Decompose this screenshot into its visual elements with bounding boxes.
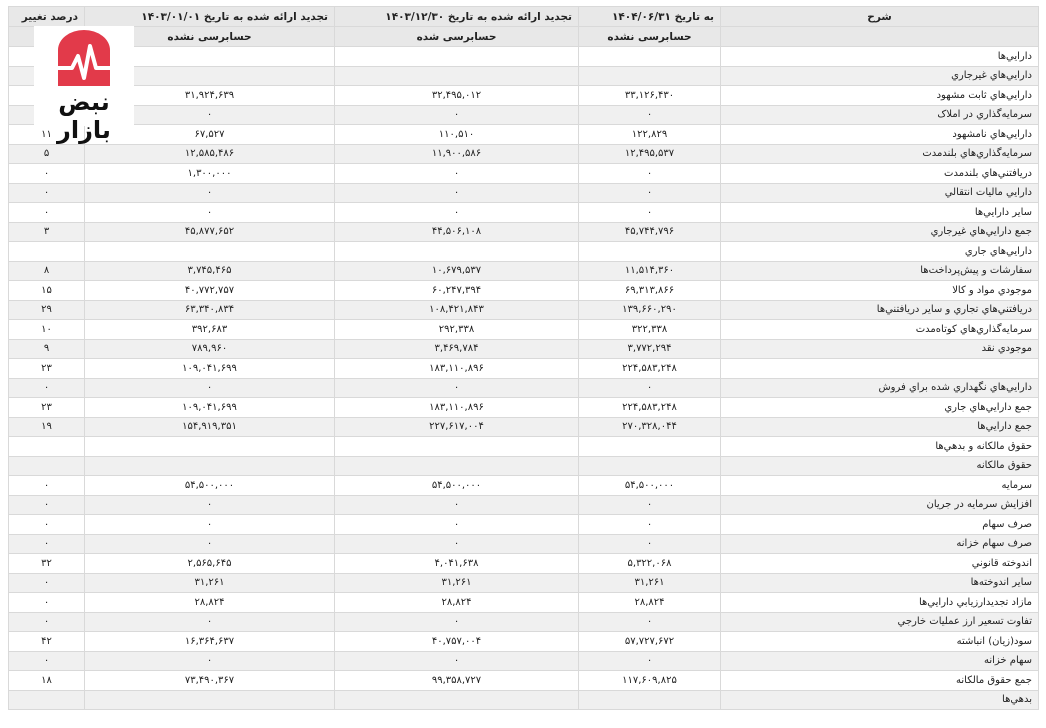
- row-value-col3: [85, 690, 335, 710]
- table-row: [9, 164, 1039, 184]
- row-value-col1: ۰: [579, 164, 721, 184]
- row-value-col3: ۰: [85, 534, 335, 554]
- row-value-col2: ۹۹,۳۵۸,۷۲۷: [335, 671, 579, 691]
- row-value-col2: ۰: [335, 515, 579, 535]
- row-label: اندوخته قانوني: [721, 554, 1039, 574]
- row-label: دارايي‌هاي غيرجاري: [721, 66, 1039, 86]
- row-value-col3: ۷۸۹,۹۶۰: [85, 339, 335, 359]
- row-value-col2: ۳۱,۲۶۱: [335, 573, 579, 593]
- row-value-col2: ۰: [335, 164, 579, 184]
- row-value-col2: [335, 66, 579, 86]
- row-value-col2: ۰: [335, 612, 579, 632]
- row-value-col2: ۴,۰۴۱,۶۳۸: [335, 554, 579, 574]
- table-row: [9, 242, 1039, 262]
- row-value-col2: ۰: [335, 105, 579, 125]
- row-label: دارايي‌هاي ثابت مشهود: [721, 86, 1039, 106]
- table-row: [9, 222, 1039, 242]
- table-row: [9, 66, 1039, 86]
- row-pct-change: [9, 456, 85, 476]
- header-col1: به تاریخ ۱۴۰۴/۰۶/۳۱: [579, 7, 721, 27]
- row-pct-change: ۱۹: [9, 417, 85, 437]
- row-label: دريافتني‌هاي تجاري و ساير دريافتني‌ها: [721, 300, 1039, 320]
- row-value-col1: ۲۲۴,۵۸۳,۲۴۸: [579, 359, 721, 379]
- table-row: [9, 495, 1039, 515]
- row-label: سرمايه‌گذاري در املاک: [721, 105, 1039, 125]
- row-pct-change: ۰: [9, 378, 85, 398]
- row-pct-change: ۲۳: [9, 359, 85, 379]
- row-value-col2: ۱۰,۶۷۹,۵۳۷: [335, 261, 579, 281]
- row-value-col1: ۰: [579, 612, 721, 632]
- table-row: [9, 651, 1039, 671]
- row-pct-change: ۳: [9, 222, 85, 242]
- table-row: [9, 690, 1039, 710]
- row-label: صرف سهام خزانه: [721, 534, 1039, 554]
- row-value-col1: ۰: [579, 105, 721, 125]
- row-label: بدهي‌ها: [721, 690, 1039, 710]
- table-row: [9, 359, 1039, 379]
- row-label: جمع دارايي‌ها: [721, 417, 1039, 437]
- row-value-col3: ۰: [85, 378, 335, 398]
- row-label: دريافتني‌هاي بلندمدت: [721, 164, 1039, 184]
- row-label: دارايي‌هاي نامشهود: [721, 125, 1039, 145]
- row-label: جمع حقوق مالکانه: [721, 671, 1039, 691]
- row-value-col1: [579, 456, 721, 476]
- row-pct-change: ۰: [9, 495, 85, 515]
- row-value-col1: ۵۴,۵۰۰,۰۰۰: [579, 476, 721, 496]
- row-value-col2: ۵۴,۵۰۰,۰۰۰: [335, 476, 579, 496]
- row-value-col2: ۲۹۲,۳۳۸: [335, 320, 579, 340]
- row-value-col2: ۲۸,۸۲۴: [335, 593, 579, 613]
- row-value-col3: ۰: [85, 495, 335, 515]
- row-value-col2: ۱۱,۹۰۰,۵۸۶: [335, 144, 579, 164]
- row-value-col3: ۱۶,۳۶۴,۶۳۷: [85, 632, 335, 652]
- row-value-col2: [335, 690, 579, 710]
- row-value-col3: ۳,۷۴۵,۴۶۵: [85, 261, 335, 281]
- row-label: دارايي ماليات انتقالي: [721, 183, 1039, 203]
- row-label: جمع دارايي‌هاي غيرجاري: [721, 222, 1039, 242]
- row-pct-change: ۹: [9, 339, 85, 359]
- row-value-col1: ۲۸,۸۲۴: [579, 593, 721, 613]
- row-pct-change: [9, 242, 85, 262]
- row-value-col1: ۵۷,۷۲۷,۶۷۲: [579, 632, 721, 652]
- row-pct-change: ۰: [9, 573, 85, 593]
- header-col2: تجدید ارائه شده به تاریخ ۱۴۰۳/۱۲/۳۰: [335, 7, 579, 27]
- row-value-col1: ۱۳۹,۶۶۰,۲۹۰: [579, 300, 721, 320]
- row-value-col2: ۰: [335, 651, 579, 671]
- row-value-col2: [335, 456, 579, 476]
- row-value-col1: ۰: [579, 495, 721, 515]
- row-value-col3: ۱۵۴,۹۱۹,۳۵۱: [85, 417, 335, 437]
- row-value-col3: ۱,۳۰۰,۰۰۰: [85, 164, 335, 184]
- row-label: سود(زيان) انباشته: [721, 632, 1039, 652]
- row-value-col1: ۰: [579, 534, 721, 554]
- row-value-col2: ۰: [335, 495, 579, 515]
- row-value-col1: ۴۵,۷۴۴,۷۹۶: [579, 222, 721, 242]
- row-value-col1: ۱۲,۴۹۵,۵۳۷: [579, 144, 721, 164]
- row-value-col2: ۴۰,۷۵۷,۰۰۴: [335, 632, 579, 652]
- table-body: [9, 47, 1039, 710]
- row-value-col1: ۳,۷۷۲,۲۹۴: [579, 339, 721, 359]
- row-value-col1: ۰: [579, 651, 721, 671]
- row-value-col1: [579, 437, 721, 457]
- row-value-col1: ۱۱۷,۶۰۹,۸۲۵: [579, 671, 721, 691]
- row-value-col3: ۱۰۹,۰۴۱,۶۹۹: [85, 359, 335, 379]
- row-pct-change: ۳۲: [9, 554, 85, 574]
- balance-sheet: [8, 6, 1038, 710]
- row-value-col2: ۱۸۳,۱۱۰,۸۹۶: [335, 398, 579, 418]
- row-value-col2: [335, 242, 579, 262]
- row-pct-change: ۰: [9, 515, 85, 535]
- row-label: صرف سهام: [721, 515, 1039, 535]
- table-row: [9, 456, 1039, 476]
- row-value-col1: ۰: [579, 378, 721, 398]
- table-row: [9, 534, 1039, 554]
- header-col3: تجدید ارائه شده به تاریخ ۱۴۰۳/۰۱/۰۱: [85, 7, 335, 27]
- row-value-col3: ۳۹۲,۶۸۳: [85, 320, 335, 340]
- row-value-col3: ۲۸,۸۲۴: [85, 593, 335, 613]
- row-value-col2: ۲۲۷,۶۱۷,۰۰۴: [335, 417, 579, 437]
- row-value-col3: ۰: [85, 105, 335, 125]
- table-row: [9, 125, 1039, 145]
- audit-sharh: [721, 27, 1039, 47]
- row-value-col2: ۰: [335, 203, 579, 223]
- row-pct-change: ۸: [9, 261, 85, 281]
- row-value-col2: ۱۱۰,۵۱۰: [335, 125, 579, 145]
- row-value-col3: ۷۳,۴۹۰,۳۶۷: [85, 671, 335, 691]
- row-pct-change: ۰: [9, 651, 85, 671]
- row-value-col2: ۰: [335, 534, 579, 554]
- table-row: [9, 183, 1039, 203]
- row-value-col1: ۱۲۲,۸۲۹: [579, 125, 721, 145]
- row-pct-change: [9, 690, 85, 710]
- row-value-col3: ۴۰,۷۷۲,۷۵۷: [85, 281, 335, 301]
- row-label: سرمايه: [721, 476, 1039, 496]
- table-row: [9, 437, 1039, 457]
- table-row: [9, 86, 1039, 106]
- row-value-col1: ۱۱,۵۱۴,۳۶۰: [579, 261, 721, 281]
- row-value-col3: ۵۴,۵۰۰,۰۰۰: [85, 476, 335, 496]
- row-value-col2: [335, 47, 579, 67]
- logo-text: نبض بازار: [57, 88, 111, 144]
- row-value-col1: ۲۲۴,۵۸۳,۲۴۸: [579, 398, 721, 418]
- table-row: [9, 554, 1039, 574]
- row-label: ساير دارايي‌ها: [721, 203, 1039, 223]
- table-row: [9, 593, 1039, 613]
- row-value-col3: [85, 242, 335, 262]
- row-label: دارايي‌هاي نگهداري شده براي فروش: [721, 378, 1039, 398]
- audit-col1: حسابرسی نشده: [579, 27, 721, 47]
- row-label: موجودي نقد: [721, 339, 1039, 359]
- table-row: [9, 417, 1039, 437]
- row-pct-change: ۱۱: [9, 125, 85, 145]
- audit-col2: حسابرسی شده: [335, 27, 579, 47]
- row-pct-change: ۰: [9, 203, 85, 223]
- row-label: موجودي مواد و کالا: [721, 281, 1039, 301]
- row-value-col1: [579, 47, 721, 67]
- row-label: تفاوت تسعير ارز عمليات خارجي: [721, 612, 1039, 632]
- row-label: دارايي‌هاي جاري: [721, 242, 1039, 262]
- table-row: [9, 47, 1039, 67]
- table-row: [9, 203, 1039, 223]
- row-label: حقوق مالکانه و بدهي‌ها: [721, 437, 1039, 457]
- row-pct-change: ۵: [9, 144, 85, 164]
- table-row: [9, 612, 1039, 632]
- table-row: [9, 300, 1039, 320]
- table-row: [9, 105, 1039, 125]
- row-value-col1: [579, 66, 721, 86]
- row-value-col2: ۱۰۸,۴۲۱,۸۴۳: [335, 300, 579, 320]
- row-label: ساير اندوخته‌ها: [721, 573, 1039, 593]
- audit-row: [9, 27, 1039, 47]
- row-pct-change: ۱۸: [9, 671, 85, 691]
- row-value-col1: [579, 690, 721, 710]
- row-label: [721, 359, 1039, 379]
- row-value-col3: ۴۵,۸۷۷,۶۵۲: [85, 222, 335, 242]
- row-pct-change: ۴۲: [9, 632, 85, 652]
- row-value-col3: ۶۳,۳۴۰,۸۳۴: [85, 300, 335, 320]
- table-row: [9, 515, 1039, 535]
- row-label: مازاد تجديدارزيابي دارايي‌ها: [721, 593, 1039, 613]
- header-sharh: شرح: [721, 7, 1039, 27]
- row-pct-change: ۰: [9, 164, 85, 184]
- row-label: سرمايه‌گذاري‌هاي بلندمدت: [721, 144, 1039, 164]
- row-value-col3: [85, 437, 335, 457]
- row-pct-change: ۰: [9, 612, 85, 632]
- table-row: [9, 378, 1039, 398]
- table-row: [9, 320, 1039, 340]
- row-pct-change: ۱۰: [9, 320, 85, 340]
- row-value-col1: ۳۲۲,۳۳۸: [579, 320, 721, 340]
- row-value-col2: [335, 437, 579, 457]
- table-row: [9, 632, 1039, 652]
- row-value-col2: ۱۸۳,۱۱۰,۸۹۶: [335, 359, 579, 379]
- row-pct-change: ۲۳: [9, 398, 85, 418]
- row-pct-change: ۱۵: [9, 281, 85, 301]
- row-pct-change: ۰: [9, 183, 85, 203]
- row-label: سرمايه‌گذاري‌هاي کوتاه‌مدت: [721, 320, 1039, 340]
- row-pct-change: ۰: [9, 593, 85, 613]
- row-value-col1: ۰: [579, 203, 721, 223]
- row-value-col2: ۳,۴۶۹,۷۸۴: [335, 339, 579, 359]
- heartbeat-icon: [52, 28, 116, 90]
- row-label: جمع دارايي‌هاي جاري: [721, 398, 1039, 418]
- audit-col3: حسابرسی نشده: [85, 27, 335, 47]
- table-row: [9, 573, 1039, 593]
- row-value-col1: ۳۱,۲۶۱: [579, 573, 721, 593]
- row-value-col1: ۰: [579, 515, 721, 535]
- row-value-col1: ۵,۳۲۲,۰۶۸: [579, 554, 721, 574]
- row-value-col3: ۱۰۹,۰۴۱,۶۹۹: [85, 398, 335, 418]
- row-value-col1: ۶۹,۳۱۳,۸۶۶: [579, 281, 721, 301]
- header-row: [9, 7, 1039, 27]
- row-value-col3: ۰: [85, 203, 335, 223]
- row-value-col3: [85, 456, 335, 476]
- table-row: [9, 671, 1039, 691]
- row-value-col3: ۳۱,۲۶۱: [85, 573, 335, 593]
- row-value-col1: [579, 242, 721, 262]
- row-value-col3: ۳۱,۹۲۴,۶۳۹: [85, 86, 335, 106]
- row-value-col1: ۰: [579, 183, 721, 203]
- row-pct-change: ۲۹: [9, 300, 85, 320]
- table-row: [9, 261, 1039, 281]
- header-pct: درصد تغییر: [9, 7, 85, 27]
- row-pct-change: ۰: [9, 476, 85, 496]
- row-value-col2: ۴۴,۵۰۶,۱۰۸: [335, 222, 579, 242]
- balance-sheet-table: [8, 6, 1039, 710]
- row-value-col2: ۳۲,۴۹۵,۰۱۲: [335, 86, 579, 106]
- table-row: [9, 281, 1039, 301]
- row-value-col3: ۰: [85, 651, 335, 671]
- row-label: سهام خزانه: [721, 651, 1039, 671]
- row-value-col1: ۳۳,۱۲۶,۴۳۰: [579, 86, 721, 106]
- row-value-col2: ۶۰,۲۴۷,۳۹۴: [335, 281, 579, 301]
- table-row: [9, 339, 1039, 359]
- row-label: دارايي‌ها: [721, 47, 1039, 67]
- row-value-col1: ۲۷۰,۳۲۸,۰۴۴: [579, 417, 721, 437]
- row-value-col3: ۲,۵۶۵,۶۴۵: [85, 554, 335, 574]
- row-label: افزايش سرمايه در جريان: [721, 495, 1039, 515]
- row-label: حقوق مالکانه: [721, 456, 1039, 476]
- row-pct-change: ۰: [9, 534, 85, 554]
- table-row: [9, 476, 1039, 496]
- row-value-col3: ۰: [85, 515, 335, 535]
- row-pct-change: [9, 437, 85, 457]
- row-label: سفارشات و پيش‌پرداخت‌ها: [721, 261, 1039, 281]
- row-value-col3: ۰: [85, 183, 335, 203]
- table-row: [9, 144, 1039, 164]
- row-value-col3: ۱۲,۵۸۵,۴۸۶: [85, 144, 335, 164]
- row-value-col3: ۶۷,۵۲۷: [85, 125, 335, 145]
- row-value-col3: ۰: [85, 612, 335, 632]
- table-row: [9, 398, 1039, 418]
- row-value-col2: ۰: [335, 378, 579, 398]
- row-value-col2: ۰: [335, 183, 579, 203]
